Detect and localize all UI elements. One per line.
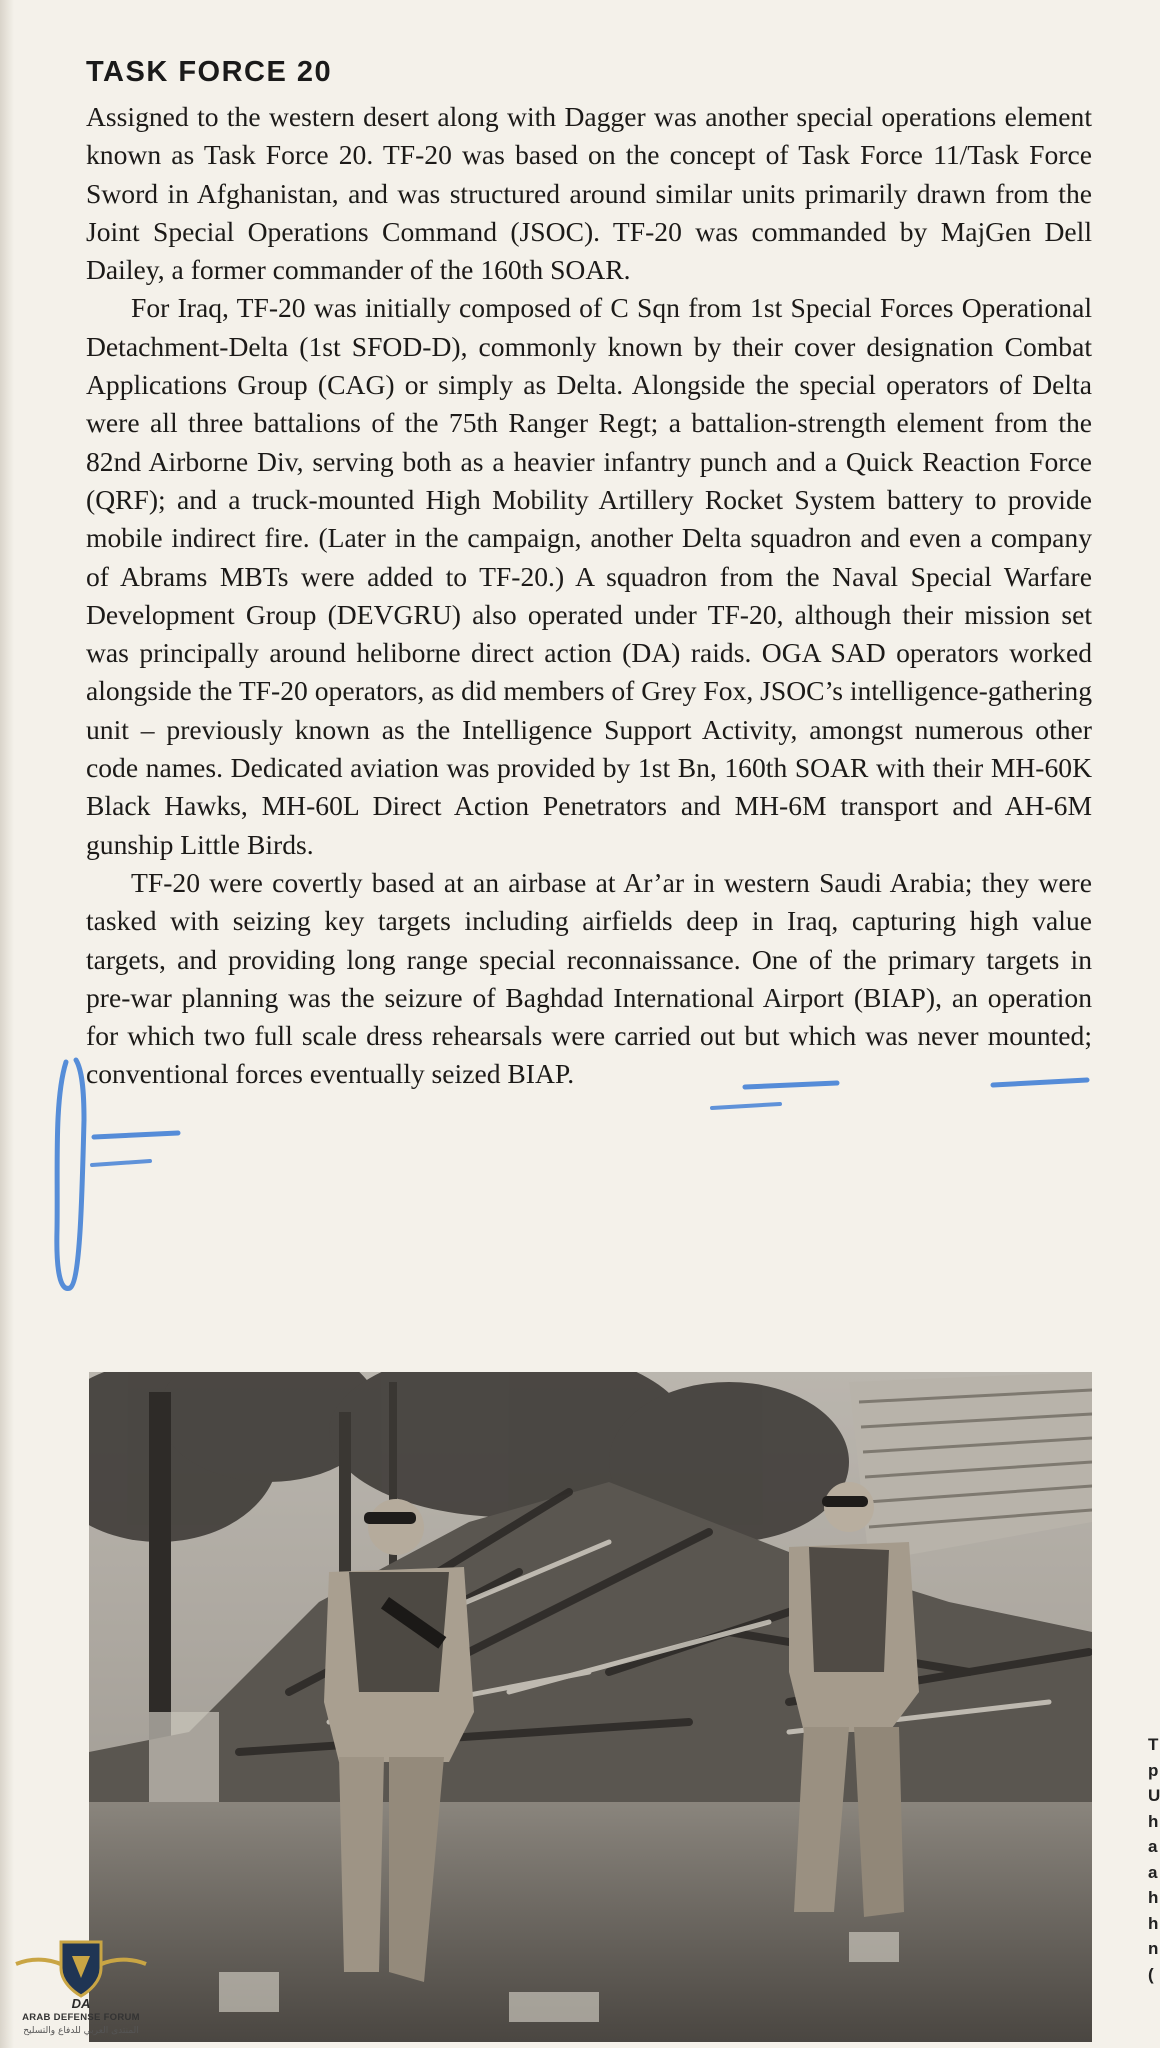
caption-letter: a — [1148, 1862, 1158, 1882]
watermark-name: ARAB DEFENSE FORUM — [22, 2012, 140, 2023]
underline-deep — [92, 1161, 150, 1165]
page-edge — [0, 0, 14, 2048]
caption-letter: a — [1148, 1837, 1158, 1856]
photograph-soldiers-in-rubble — [89, 1372, 1092, 2042]
caption-letter: h — [1148, 1888, 1159, 1907]
forum-watermark — [6, 1934, 156, 2048]
margin-bracket-mark — [57, 1060, 84, 1288]
underline-targets — [712, 1104, 780, 1108]
cropped-caption — [1148, 1732, 1160, 1987]
caption-letter: p — [1148, 1760, 1159, 1780]
paragraph: TF-20 were covertly based at an airbase at Ar’ar in western Saudi Arabia; they were tasked with seizing key targets including airfields deep in Iraq, capturing high value targets, and providing long range special reconnaissance. One of the primary targets in pre-war planning was the seizure of Baghdad International Airport (BIAP), an operation for which two full scale dress rehearsals were carried out but which was never mounted; conventional forces eventually seized BIAP. — [86, 866, 1092, 1090]
article-body — [86, 98, 1092, 1094]
paragraph: For Iraq, TF-20 was initially composed of C Sqn from 1st Special Forces Operational Detachment-Delta (1st SFOD-D), commonly known by their cover designation Combat Applications Group (CAG) or simply as Delta. Alongside the special operators of Delta were all three battalions of the 75th Ranger Regt; a battalion-strength element from the 82nd Airborne Div, serving both as a heavier infantry punch and a Quick Reaction Force (QRF); and a truck-mounted High Mobility Artillery Rocket System battery to provide mobile indirect fire. (Later in the campaign, another Delta squadron and even a company of Abrams MBTs were added to TF-20.) A squadron from the Naval Special Warfare Development Group (DEVGRU) also operated under TF-20, although their mission set was principally around heliborne direct action (DA) raids. OGA SAD operators worked alongside the TF-20 operators, as did members of Grey Fox, JSOC’s intelligence-gathering unit – previously known as the Intelligence Support Activity, amongst numerous other code names. Dedicated aviation was provided by 1st Bn, 160th SOAR with their MH-60K Black Hawks, MH-60L Direct Action Penetrators and MH-6M transport and AH-6M gunship Little Birds. — [86, 292, 1092, 860]
caption-letter: n — [1148, 1939, 1159, 1958]
paragraph: Assigned to the western desert along with Dagger was another special operations element known as Task Force 20. TF-20 was based on the concept of Task Force 11/Task Force Sword in Afghanistan, and was structured around similar units primarily drawn from the Joint Special Operations Command (JSOC). TF-20 was commanded by MajGen Dell Dailey, a former commander of the 160th SOAR. — [86, 101, 1092, 286]
underline-arabia — [94, 1133, 178, 1137]
watermark-arabic: المنتدى العربي للدفاع والتسليح — [23, 2026, 139, 2036]
caption-letter: h — [1148, 1913, 1159, 1933]
caption-letter: T — [1148, 1735, 1159, 1754]
watermark-logo-text: DA — [71, 1996, 91, 2011]
section-heading: TASK FORCE 20 — [86, 56, 333, 88]
shield-logo-icon — [6, 1934, 156, 2004]
caption-letter: ( — [1148, 1964, 1154, 1984]
caption-letter: h — [1148, 1811, 1159, 1831]
caption-letter: U — [1148, 1786, 1160, 1805]
